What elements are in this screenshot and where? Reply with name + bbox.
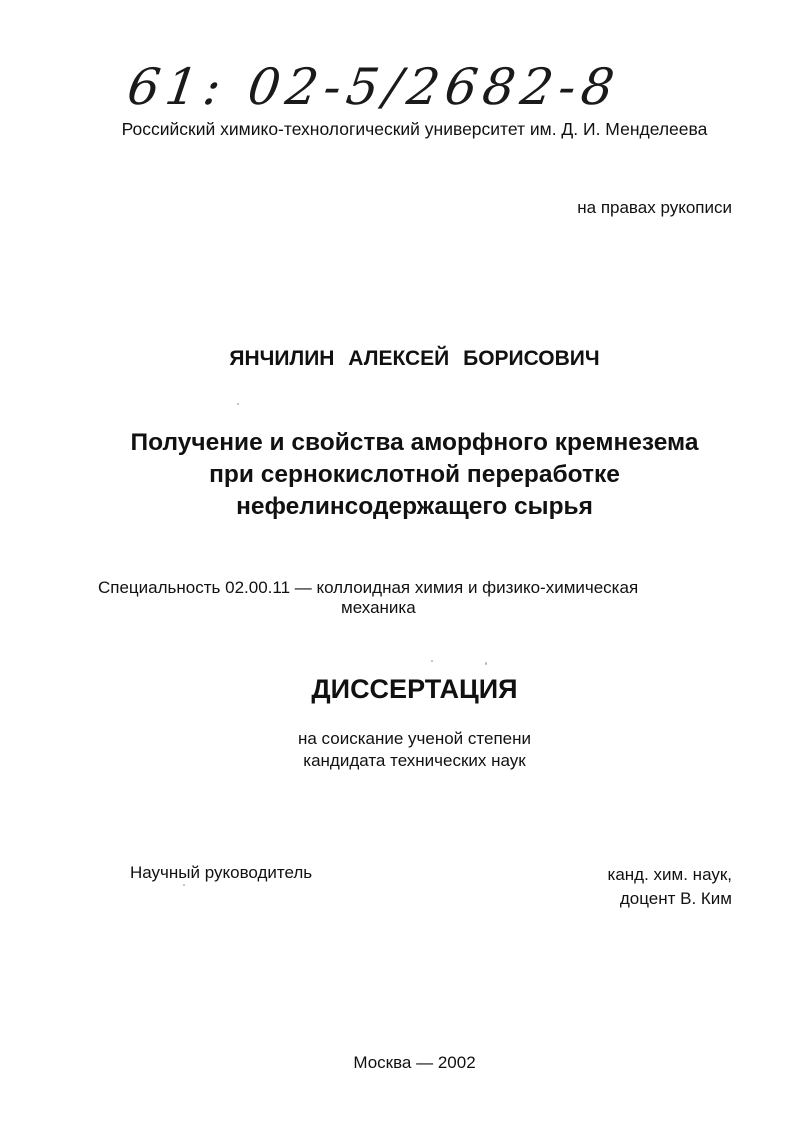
specialty-line-1: Специальность 02.00.11 — коллоидная химия и физико-химическая — [98, 578, 639, 597]
degree-line-1: на соискание ученой степени — [297, 729, 531, 748]
degree-statement — [0, 728, 793, 772]
scan-speck — [183, 884, 185, 886]
title-line-3: нефелинсодержащего сырья — [236, 493, 593, 520]
supervisor-name: доцент В. Ким — [619, 889, 732, 908]
university-name: Российский химико-технологический университет им. Д. И. Менделеева — [121, 119, 708, 139]
supervisor-title: канд. хим. наук, — [607, 865, 732, 884]
manuscript-rights-note: на правах рукописи — [577, 198, 732, 217]
specialty-line-2: механика — [341, 598, 416, 617]
title-line-1: Получение и свойства аморфного кремнезема — [130, 429, 699, 456]
scan-speck — [237, 403, 239, 405]
scan-speck — [485, 662, 487, 665]
title-line-2: при сернокислотной переработке — [209, 461, 620, 488]
dissertation-title — [0, 427, 793, 523]
scan-speck — [431, 660, 433, 662]
city-year: Москва — 2002 — [353, 1053, 476, 1072]
author-name: ЯНЧИЛИН АЛЕКСЕЙ БОРИСОВИЧ — [229, 347, 600, 370]
document-type-heading: ДИССЕРТАЦИЯ — [311, 674, 518, 704]
supervisor-info — [608, 863, 732, 911]
degree-line-2: кандидата технических наук — [303, 751, 526, 770]
handwritten-archive-number: 61: 02-5/2682-8 — [123, 58, 624, 116]
supervisor-label: Научный руководитель — [130, 863, 313, 882]
